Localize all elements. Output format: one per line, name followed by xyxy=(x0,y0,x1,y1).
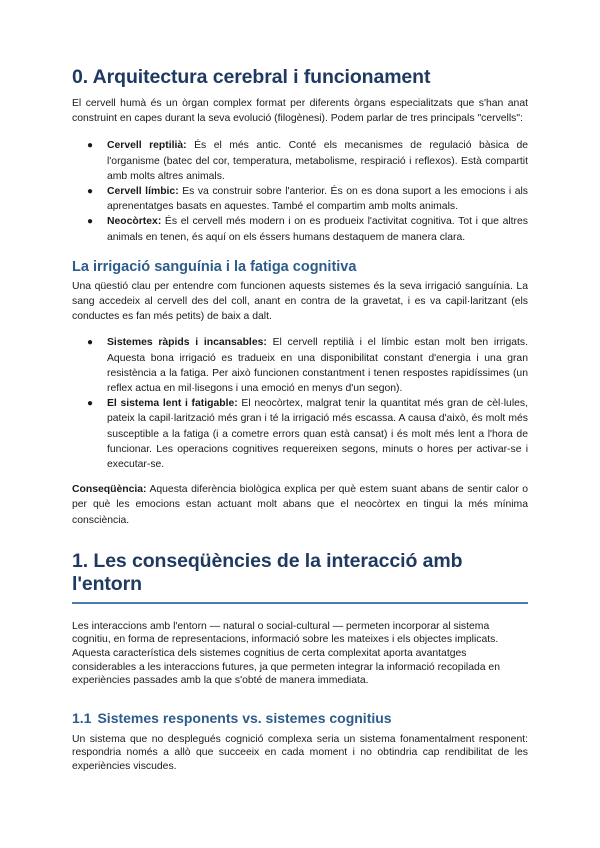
irrigation-heading: La irrigació sanguínia i la fatiga cognitiva xyxy=(72,258,357,275)
list-item-term: Cervell límbic: xyxy=(107,186,179,198)
section-1-intro: Les interaccions amb l'entorn — natural o social-cultural — permeten incorporar al sistema cognitiu, en forma de representacions, informació sobre les mateixes i els objectes implicats. Aquesta característica dels sistemes cognitius de certa complexitat aporta avantatges considerables a les interaccions futures, ja que permeten integrar la informació recopilada en experiències passades amb la que s'obté de manera immediata. xyxy=(72,620,500,687)
list-item-limbic xyxy=(72,184,528,214)
list-item-term: El sistema lent i fatigable: xyxy=(107,398,238,410)
consequence-term: Conseqüència: xyxy=(72,484,147,496)
list-item-text: El neocòrtex, malgrat tenir la quantitat més gran de cèl·lules, pateix la capil·larització més gran i té la irrigació més escassa. A causa d'això, és molt més susceptible a la fatiga (i a cometre errors quan està cansat) i és molt més lent a l'hora de funcionar. Les operacions cognitives requereixen segons, minuts o hores per activar-se i executar-se. xyxy=(107,398,528,471)
section-1-title: 1. Les conseqüències de la interacció amb l'entorn xyxy=(72,550,528,604)
irrigation-intro: Una qüestió clau per entendre com funcionen aquests sistemes és la seva irrigació sanguínia. La sang accedeix al cervell des del coll, anant en contra de la gravetat, i es va capil·laritzant (els conductes es fan més petits) de baix a dalt. xyxy=(72,280,528,323)
bullet-icon: ● xyxy=(87,398,94,410)
list-item-text: És el més antic. Conté els mecanismes de regulació bàsica de l'organisme (batec del cor, temperatura, metabolisme, respiració i reflexos). Està compartit amb molts altres animals. xyxy=(107,140,528,182)
list-item-text: És el cervell més modern i on es produeix l'activitat cognitiva. Tot i que altres animals en tenen, és aquí on els éssers humans destaquem de manera clara. xyxy=(107,216,528,243)
subsection-number: 1.1 xyxy=(72,709,92,726)
list-item-reptilian xyxy=(72,138,528,184)
list-item-term: Cervell reptilià: xyxy=(107,140,187,152)
list-item-term: Neocòrtex: xyxy=(107,216,162,228)
bullet-icon: ● xyxy=(87,186,94,198)
subsection-1-1-heading xyxy=(72,710,528,726)
list-item-neocortex xyxy=(72,214,528,244)
list-item-slow-system xyxy=(72,396,528,472)
systems-list xyxy=(72,335,528,472)
list-item-fast-systems xyxy=(72,335,528,396)
bullet-icon: ● xyxy=(87,216,94,228)
list-item-text: Es va construir sobre l'anterior. És on es dona suport a les emocions i als aprenentatges basats en aquestes. També el compartim amb molts animals. xyxy=(107,186,528,213)
subsection-title: Sistemes responents vs. sistemes cognitius xyxy=(97,709,392,726)
subsection-1-1-text: Un sistema que no desplegués cognició complexa seria un sistema fonamentalment responent: respondria només a allò que succeeix en cada moment i no obtindria cap rendibilitat de les experiències viscudes. xyxy=(72,733,528,773)
consequence-paragraph xyxy=(72,482,528,528)
consequence-text: Aquesta diferència biològica explica per què estem suant abans de sentir calor o per què les emocions estan actuant molt abans que el neocòrtex en tingui la més mínima consciència. xyxy=(72,484,528,526)
bullet-icon: ● xyxy=(87,140,94,152)
section-0-intro: El cervell humà és un òrgan complex format per diferents òrgans especialitzats que s'han anat construint en capes durant la seva evolució (filogènesi). Podem parlar de tres principals "cervells": xyxy=(72,98,528,125)
brains-list xyxy=(72,138,528,244)
section-0-title: 0. Arquitectura cerebral i funcionament xyxy=(72,66,431,88)
list-item-term: Sistemes ràpids i incansables: xyxy=(107,337,267,349)
bullet-icon: ● xyxy=(87,337,94,349)
list-item-text: El cervell reptilià i el límbic estan molt ben irrigats. Aquesta bona irrigació es tradueix en una disponibilitat constant d'energia i una gran resistència a la fatiga. Per això funcionen constantment i tenen respostes rapidíssimes (un reflex actua en mil·lisegons i una emoció en menys d'un segon). xyxy=(107,337,528,395)
